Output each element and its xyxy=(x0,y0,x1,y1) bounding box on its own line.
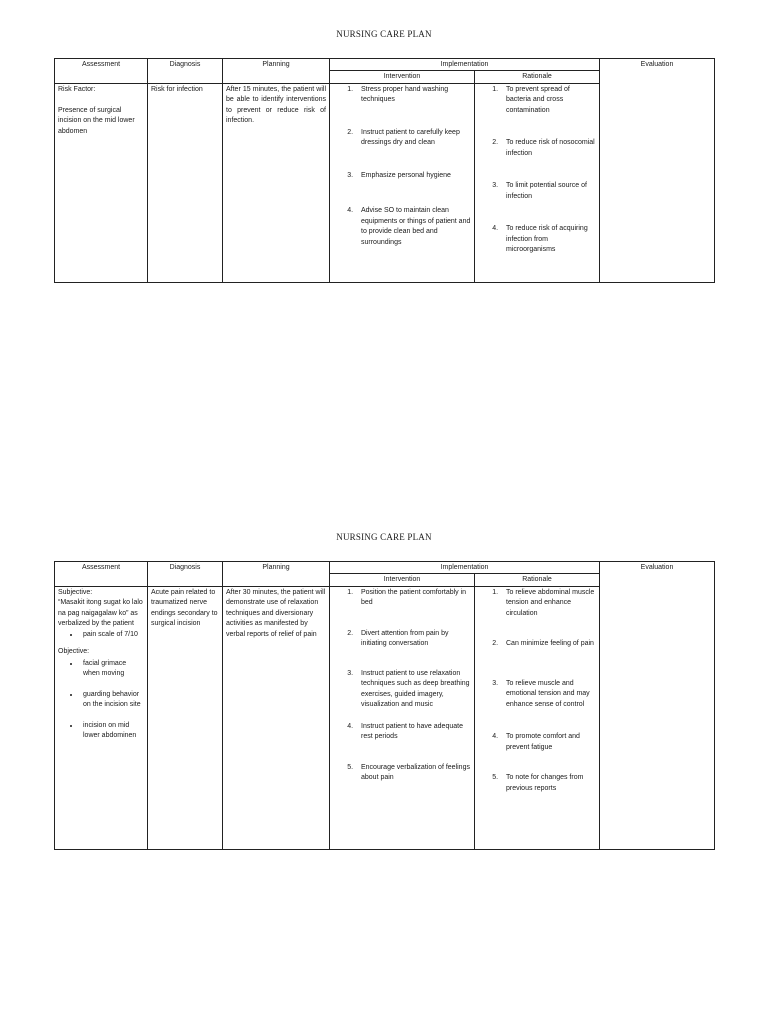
evaluation-header-cell xyxy=(600,562,715,850)
assessment-cell xyxy=(55,586,148,849)
rationale-item: 2. To reduce risk of nosocomial infection xyxy=(500,138,596,159)
intervention-item: 4. Instruct patient to have adequate rest periods xyxy=(355,722,471,743)
intervention-list xyxy=(333,588,471,784)
objective-bullet-item: • facial grimace when moving xyxy=(80,659,144,680)
risk-factor-text: Presence of surgical incision on the mid lower abdomen xyxy=(58,106,135,135)
rationale-item: 4. To promote comfort and prevent fatigue xyxy=(500,732,596,753)
care-plan-1-table xyxy=(54,58,715,283)
rationale-item: 5. To note for changes from previous reports xyxy=(500,773,596,794)
rationale-header: Rationale xyxy=(475,71,600,83)
implementation-header: Implementation xyxy=(330,59,600,71)
intervention-header: Intervention xyxy=(330,574,475,586)
subjective-bullet-item: • pain scale of 7/10 xyxy=(80,630,144,641)
care-plan-2-table xyxy=(54,561,715,850)
rationale-cell xyxy=(475,586,600,849)
diagnosis-cell xyxy=(148,586,223,849)
diagnosis-cell xyxy=(148,83,223,282)
intervention-list xyxy=(333,85,471,249)
subjective-bullets xyxy=(58,630,144,641)
planning-header: Planning xyxy=(223,59,330,84)
risk-factor-label: Risk Factor: xyxy=(58,85,96,93)
intervention-item: 4. Advise SO to maintain clean equipments or things of patient and to provide clean bed and surroundings xyxy=(355,206,471,248)
intervention-cell xyxy=(330,83,475,282)
evaluation-header: Evaluation xyxy=(640,564,674,571)
intervention-item: 3. Emphasize personal hygiene xyxy=(355,171,471,182)
rationale-header: Rationale xyxy=(475,574,600,586)
intervention-item: 3. Instruct patient to use relaxation techniques such as deep breathing exercises, guided imagery, visualization and music xyxy=(355,669,471,711)
planning-text: After 15 minutes, the patient will be able to identify interventions to prevent or reduce risk of infection. xyxy=(226,85,326,125)
rationale-item: 2. Can minimize feeling of pain xyxy=(500,639,596,650)
planning-cell xyxy=(223,83,330,282)
care-plan-2-title: NURSING CARE PLAN xyxy=(336,532,432,542)
rationale-item: 3. To limit potential source of infection xyxy=(500,181,596,202)
intervention-cell xyxy=(330,586,475,849)
diagnosis-text: Risk for infection xyxy=(151,85,203,93)
assessment-header: Assessment xyxy=(55,562,148,587)
evaluation-header-cell xyxy=(600,59,715,283)
subjective-text: “Masakit itong sugat ko lalo na pag naigagalaw ko” as verbalized by the patient xyxy=(58,599,143,628)
rationale-list xyxy=(478,588,596,795)
objective-label: Objective: xyxy=(58,648,90,656)
care-plan-1-title: NURSING CARE PLAN xyxy=(336,29,432,39)
rationale-item: 1. To relieve abdominal muscle tension and enhance circulation xyxy=(500,588,596,620)
objective-bullet-item: • incision on mid lower abdominen xyxy=(80,721,144,742)
intervention-item: 5. Encourage verbalization of feelings about pain xyxy=(355,763,471,784)
planning-cell xyxy=(223,586,330,849)
implementation-header: Implementation xyxy=(330,562,600,574)
planning-header: Planning xyxy=(223,562,330,587)
rationale-item: 1. To prevent spread of bacteria and cross contamination xyxy=(500,85,596,117)
diagnosis-header: Diagnosis xyxy=(148,562,223,587)
objective-bullet-item: • guarding behavior on the incision site xyxy=(80,690,144,711)
rationale-list xyxy=(478,85,596,256)
objective-bullets xyxy=(58,659,144,742)
assessment-header: Assessment xyxy=(55,59,148,84)
intervention-item: 1. Stress proper hand washing techniques xyxy=(355,85,471,106)
rationale-item: 4. To reduce risk of acquiring infection from microorganisms xyxy=(500,224,596,256)
diagnosis-header: Diagnosis xyxy=(148,59,223,84)
planning-text: After 30 minutes, the patient will demonstrate use of relaxation techniques and diversionary activities as manifested by verbal reports of relief of pain xyxy=(226,588,326,638)
intervention-item: 2. Divert attention from pain by initiating conversation xyxy=(355,629,471,650)
intervention-item: 2. Instruct patient to carefully keep dressings dry and clean xyxy=(355,128,471,149)
intervention-header: Intervention xyxy=(330,71,475,83)
intervention-item: 1. Position the patient comfortably in bed xyxy=(355,588,471,609)
diagnosis-text: Acute pain related to traumatized nerve endings secondary to surgical incision xyxy=(151,588,218,628)
rationale-item: 3. To relieve muscle and emotional tension and may enhance sense of control xyxy=(500,679,596,711)
evaluation-header: Evaluation xyxy=(640,61,674,68)
subjective-label: Subjective: xyxy=(58,588,93,596)
assessment-cell xyxy=(55,83,148,282)
rationale-cell xyxy=(475,83,600,282)
